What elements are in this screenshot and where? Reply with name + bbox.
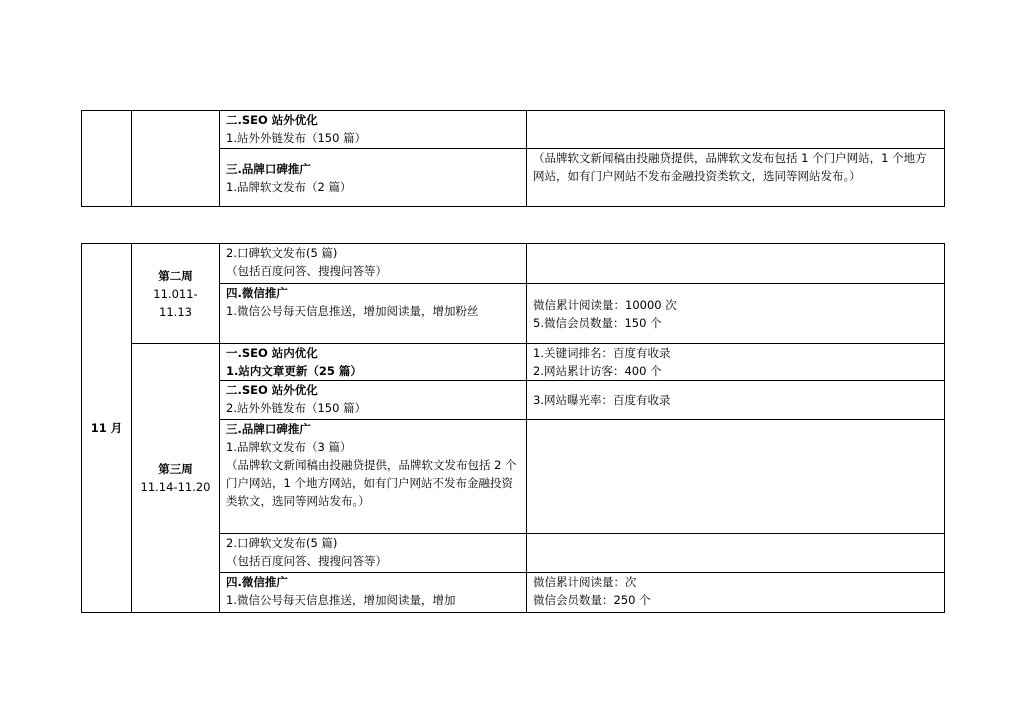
task-heading: 四.微信推广 [226,575,288,589]
note-text: 2.网站累计访客：400 个 [533,364,662,378]
note-text: 微信累计阅读量：次 [533,575,637,589]
week-date: 11.011-11.13 [153,286,198,319]
note-cell [527,573,945,613]
note-text: 微信会员数量：250 个 [533,593,651,607]
table-row [82,244,945,284]
task-heading: 三.品牌口碑推广 [226,422,311,436]
note-cell [527,344,945,381]
task-heading: 三.品牌口碑推广 [226,161,311,176]
note-text: （品牌软文新闻稿由投融贷提供，品牌软文发布包括 1 个门户网站，1 个地方网站，如有门户网站不发布金融投资类软文，选同等网站发布。） [533,151,927,183]
task-line: 2.站外外链发布（150 篇） [226,401,367,415]
task-cell [220,573,527,613]
task-line: 2.口碑软文发布(5 篇) [226,536,338,550]
table-row [82,344,945,381]
note-cell [527,381,945,420]
note-cell [527,111,945,149]
week-label: 第二周 [158,268,193,283]
task-cell [220,284,527,344]
note-cell [527,244,945,284]
task-line: 1.品牌软文发布（3 篇） [226,440,352,454]
week-cell-empty [132,111,220,207]
week-date: 11.14-11.20 [140,480,211,494]
task-line: （包括百度问答、搜搜问答等） [226,264,387,278]
week-label: 第三周 [158,462,193,476]
note-cell [527,284,945,344]
task-cell [220,534,527,573]
task-line: （包括百度问答、搜搜问答等） [226,554,387,568]
week-cell [132,344,220,613]
month-cell-empty [82,111,132,207]
schedule-table [81,243,945,613]
task-cell [220,344,527,381]
task-line: 2.口碑软文发布(5 篇) [226,246,338,260]
note-text: 3.网站曝光率：百度有收录 [533,393,671,407]
task-line: （品牌软文新闻稿由投融贷提供，品牌软文发布包括 2 个门户网站，1 个地方网站，如有门户网站不发布金融投资类软文，选同等网站发布。） [226,458,517,508]
schedule-table-continued [81,110,945,207]
week-cell [132,244,220,344]
task-line: 1.微信公号每天信息推送，增加阅读量，增加粉丝 [226,304,479,318]
task-line: 1.站外外链发布（150 篇） [226,131,367,145]
task-heading: 二.SEO 站外优化 [226,113,318,127]
task-line: 1.微信公号每天信息推送，增加阅读量，增加 [226,593,456,607]
note-cell [527,149,945,207]
note-cell [527,420,945,534]
task-cell [220,111,527,149]
note-text: 5.微信会员数量：150 个 [533,315,662,330]
task-cell [220,149,527,207]
task-line: 1.站内文章更新（25 篇） [226,364,362,378]
task-cell [220,420,527,534]
month-cell: 11 月 [82,244,132,613]
task-heading: 二.SEO 站外优化 [226,383,318,397]
task-line: 1.品牌软文发布（2 篇） [226,179,352,194]
task-heading: 一.SEO 站内优化 [226,346,318,360]
note-cell [527,534,945,573]
task-cell [220,381,527,420]
task-cell [220,244,527,284]
note-text: 1.关键词排名：百度有收录 [533,346,671,360]
note-text: 微信累计阅读量：10000 次 [533,297,677,312]
table-row [82,111,945,149]
task-heading: 四.微信推广 [226,286,288,300]
